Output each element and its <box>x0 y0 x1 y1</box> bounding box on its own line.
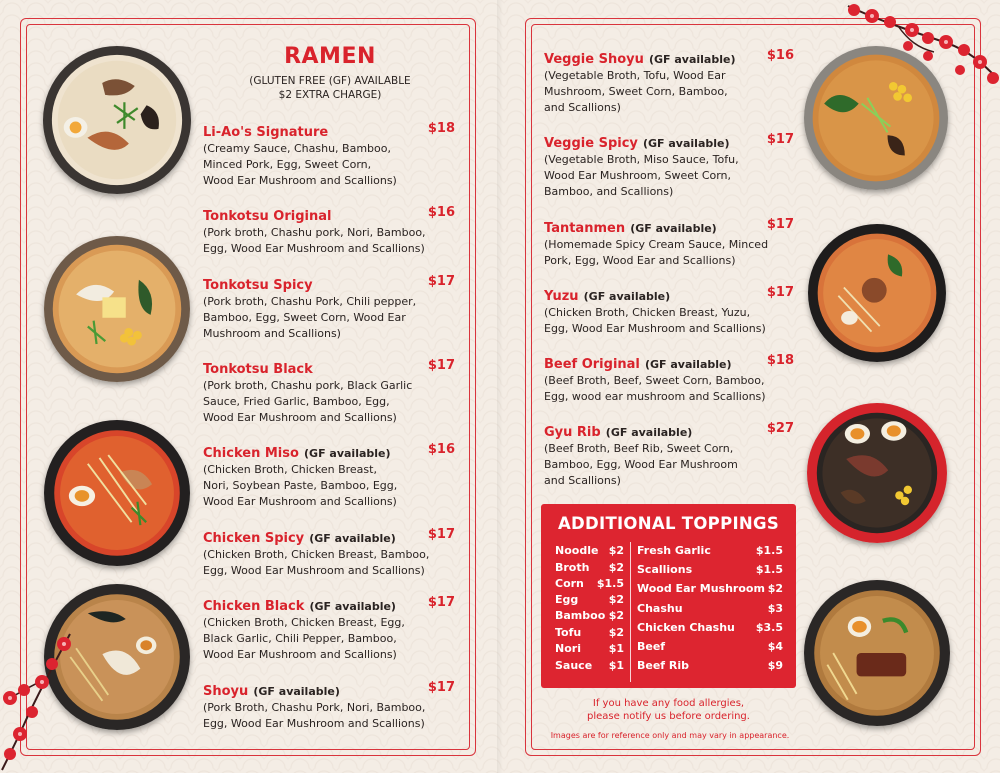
item-price: $16 <box>766 48 794 63</box>
topping-row: Beef $4 <box>637 640 783 653</box>
menu-item-tantanmen <box>544 217 794 269</box>
gf-label: (GF available) <box>583 290 671 303</box>
item-description: (Chicken Broth, Chicken Breast, Yuzu, Egg, Wood Ear Mushroom and Scallions) <box>544 306 766 335</box>
item-price: $17 <box>427 595 455 610</box>
menu-item-veggie-spicy <box>544 132 794 200</box>
topping-row: Chashu $3 <box>637 602 783 615</box>
item-price: $17 <box>766 285 794 300</box>
topping-row: Noodle $2 <box>555 544 624 557</box>
item-price: $18 <box>766 353 794 368</box>
allergy-note: If you have any food allergies, please notify us before ordering. <box>587 698 750 722</box>
gf-label: (GF available) <box>253 685 340 698</box>
gf-label: (GF available) <box>630 222 717 235</box>
item-description: (Homemade Spicy Cream Sauce, Minced Pork, Egg, Wood Ear and Scallions) <box>544 238 769 267</box>
toppings-divider <box>630 542 631 682</box>
item-description: (Beef Broth, Beef, Sweet Corn, Bamboo, Egg, wood ear mushroom and Scallions) <box>544 374 766 403</box>
toppings-title: ADDITIONAL TOPPINGS <box>557 514 780 533</box>
ramen-bowl-image <box>807 403 947 543</box>
menu-title: RAMEN <box>284 44 376 69</box>
item-description: (Chicken Broth, Chicken Breast, Egg, Black Garlic, Chili Pepper, Bamboo, Wood Ear Mushroom and Scallions) <box>203 616 405 661</box>
topping-row: Egg $2 <box>555 593 624 606</box>
ramen-bowl-image <box>44 236 190 382</box>
topping-row: Beef Rib $9 <box>637 659 783 672</box>
gf-label: (GF available) <box>309 600 396 613</box>
item-description: (Creamy Sauce, Chashu, Bamboo, Minced Pork, Egg, Sweet Corn, Wood Ear Mushroom and Scallions) <box>203 142 397 187</box>
gf-label: (GF available) <box>642 137 730 150</box>
menu-item-gyu-rib <box>544 421 794 489</box>
item-name: Beef Original <box>544 357 640 372</box>
item-name: Veggie Spicy <box>544 136 638 151</box>
gf-label: (GF available) <box>644 358 732 371</box>
topping-row: Tofu $2 <box>555 626 624 639</box>
cherry-blossom-decoration <box>838 0 1000 112</box>
item-name: Yuzu <box>544 289 579 304</box>
item-name: Tonkotsu Spicy <box>203 278 313 293</box>
ramen-bowl-image <box>44 420 190 566</box>
menu-item-chicken-spicy <box>203 527 455 579</box>
item-description: (Vegetable Broth, Tofu, Wood Ear Mushroom, Sweet Corn, Bamboo, and Scallions) <box>544 69 728 114</box>
menu-item-chicken-miso <box>203 442 455 510</box>
item-price: $16 <box>427 205 455 220</box>
topping-row: Nori $1 <box>555 642 624 655</box>
item-description: (Chicken Broth, Chicken Breast, Nori, Soybean Paste, Bamboo, Egg, Wood Ear Mushroom and Scallions) <box>203 463 398 508</box>
menu-item-yuzu <box>544 285 794 337</box>
topping-row: Fresh Garlic $1.5 <box>637 544 783 557</box>
topping-row: Bamboo $2 <box>555 609 624 622</box>
item-price: $17 <box>766 132 794 147</box>
item-name: Veggie Shoyu <box>544 52 644 67</box>
page-fold <box>497 0 503 773</box>
item-name: Chicken Miso <box>203 446 299 461</box>
ramen-bowl-image <box>808 224 946 362</box>
topping-row: Wood Ear Mushroom $2 <box>637 582 783 595</box>
gf-label: (GF available) <box>304 447 391 460</box>
gf-label: (GF available) <box>309 532 396 545</box>
item-description: (Vegetable Broth, Miso Sauce, Tofu, Wood Ear Mushroom, Sweet Corn, Bamboo, and Scallions) <box>544 153 739 198</box>
topping-row: Chicken Chashu $3.5 <box>637 621 783 634</box>
item-description: (Pork broth, Chashu pork, Black Garlic Sauce, Fried Garlic, Bamboo, Egg, Wood Ear Mushroom and Scallions) <box>203 379 413 424</box>
topping-row: Sauce $1 <box>555 659 624 672</box>
image-disclaimer: Images are for reference only and may vary in appearance. <box>550 731 790 740</box>
item-price: $16 <box>427 442 455 457</box>
ramen-bowl-image <box>804 580 950 726</box>
item-name: Chicken Black <box>203 599 305 614</box>
item-price: $17 <box>766 217 794 232</box>
item-name: Tonkotsu Original <box>203 209 332 224</box>
item-name: Tonkotsu Black <box>203 362 313 377</box>
menu-item-beef-original <box>544 353 794 405</box>
item-description: (Pork Broth, Chashu Pork, Nori, Bamboo, Egg, Wood Ear Mushroom and Scallions) <box>203 701 426 730</box>
item-name: Gyu Rib <box>544 425 601 440</box>
item-description: (Pork broth, Chashu pork, Nori, Bamboo, Egg, Wood Ear Mushroom and Scallions) <box>203 226 426 255</box>
item-name: Tantanmen <box>544 221 626 236</box>
ramen-bowl-image <box>43 46 191 194</box>
menu-item-chicken-black <box>203 595 455 663</box>
item-name: Shoyu <box>203 684 249 699</box>
menu-item-veggie-shoyu <box>544 48 794 116</box>
item-description: (Beef Broth, Beef Rib, Sweet Corn, Bamboo, Egg, Wood Ear Mushroom and Scallions) <box>544 442 738 487</box>
item-price: $17 <box>427 680 455 695</box>
menu-item-tonkotsu-original <box>203 205 455 257</box>
menu-item-li-ao-signature <box>203 121 455 189</box>
item-price: $27 <box>766 421 794 436</box>
gluten-free-note: (GLUTEN FREE (GF) AVAILABLE $2 EXTRA CHARGE) <box>249 75 411 101</box>
item-price: $17 <box>427 274 455 289</box>
topping-row: Corn $1.5 <box>555 577 624 590</box>
item-description: (Pork broth, Chashu Pork, Chili pepper, Bamboo, Egg, Sweet Corn, Wood Ear Mushroom and Scallions) <box>203 295 417 340</box>
topping-row: Scallions $1.5 <box>637 563 783 576</box>
gf-label: (GF available) <box>605 426 693 439</box>
menu-item-tonkotsu-spicy <box>203 274 455 342</box>
item-description: (Chicken Broth, Chicken Breast, Bamboo, Egg, Wood Ear Mushroom and Scallions) <box>203 548 430 577</box>
menu-item-shoyu <box>203 680 455 732</box>
item-name: Li-Ao's Signature <box>203 125 329 140</box>
cherry-blossom-decoration <box>0 630 76 773</box>
item-price: $18 <box>427 121 455 136</box>
item-price: $17 <box>427 358 455 373</box>
additional-toppings-box <box>541 504 796 688</box>
topping-row: Broth $2 <box>555 561 624 574</box>
item-name: Chicken Spicy <box>203 531 305 546</box>
menu-item-tonkotsu-black <box>203 358 455 426</box>
gf-label: (GF available) <box>648 53 736 66</box>
item-price: $17 <box>427 527 455 542</box>
